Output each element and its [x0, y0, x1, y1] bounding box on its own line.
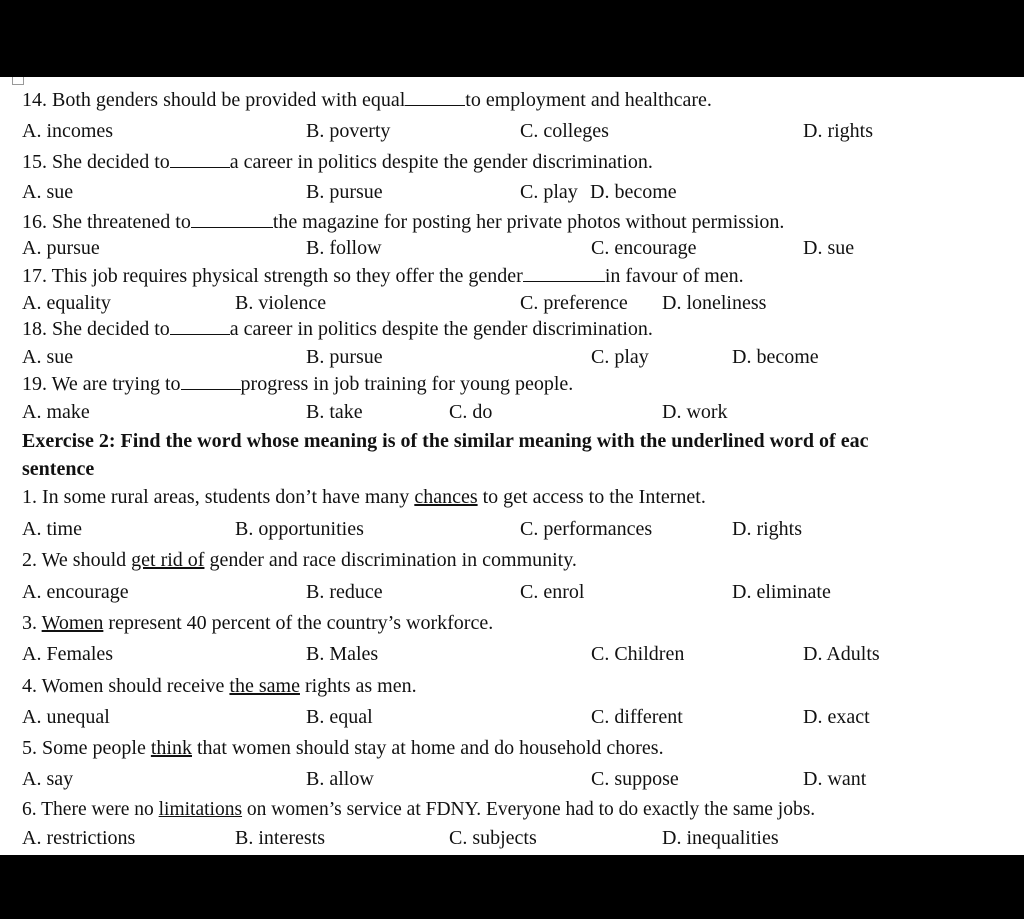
option-b: B. pursue	[306, 181, 383, 203]
option-d: D. rights	[803, 120, 873, 142]
option-a: A. unequal	[22, 706, 110, 728]
question-18	[22, 317, 653, 341]
ex2-question-1	[22, 485, 706, 509]
question-text: 19. We are trying to	[22, 373, 181, 395]
option-a: A. incomes	[22, 120, 114, 142]
option-a: A. sue	[22, 181, 74, 203]
option-d: D. eliminate	[732, 581, 831, 603]
document-page	[0, 77, 1024, 855]
exercise-heading: Exercise 2: Find the word whose meaning is of the similar meaning with the underlined word of eac	[22, 430, 869, 452]
answer-blank	[191, 211, 273, 228]
option-d: D. want	[803, 768, 867, 790]
question-text: 14. Both genders should be provided with equal	[22, 89, 406, 111]
question-text: 16. She threatened to	[22, 211, 191, 233]
question-text: 1. In some rural areas, students don’t have many	[22, 486, 415, 508]
question-text-end: in favour of men.	[604, 265, 744, 287]
option-c: C. performances	[520, 518, 653, 540]
option-c: C. play	[591, 346, 649, 368]
option-c: C. encourage	[591, 237, 697, 259]
option-d: D. work	[662, 401, 728, 423]
option-d: D. loneliness	[662, 292, 767, 314]
question-text-end: a career in politics despite the gender discrimination.	[229, 151, 653, 173]
option-c: C. Children	[591, 643, 685, 665]
question-text: 6. There were no	[22, 799, 159, 820]
question-text-end: that women should stay at home and do household chores.	[192, 737, 664, 759]
question-text-end: represent 40 percent of the country’s workforce.	[103, 612, 494, 634]
underlined-word: limitations	[158, 799, 243, 820]
option-c: C. subjects	[449, 827, 537, 849]
option-b: B. poverty	[306, 120, 391, 142]
question-text-end: the magazine for posting her private photos without permission.	[272, 211, 785, 233]
option-b: B. violence	[235, 292, 327, 314]
option-a: A. Females	[22, 643, 114, 665]
option-c: C. colleges	[520, 120, 609, 142]
ex2-question-3	[22, 611, 493, 635]
question-text: 18. She decided to	[22, 318, 170, 340]
option-a: A. sue	[22, 346, 74, 368]
option-b: B. take	[306, 401, 363, 423]
option-c: C. suppose	[591, 768, 679, 790]
option-d: D. become	[590, 181, 677, 203]
underlined-word: think	[150, 737, 192, 759]
underlined-word: chances	[414, 486, 478, 508]
question-text: 4. Women should receive	[22, 675, 230, 697]
underlined-word: the same	[229, 675, 300, 697]
question-text: 15. She decided to	[22, 151, 170, 173]
option-a: A. make	[22, 401, 90, 423]
option-a: A. pursue	[22, 237, 100, 259]
question-19	[22, 372, 573, 396]
question-text-end: on women’s service at FDNY. Everyone had to do exactly the same jobs.	[242, 799, 816, 820]
option-c: C. do	[449, 401, 493, 423]
answer-blank	[170, 318, 230, 335]
option-d: D. become	[732, 346, 819, 368]
question-14	[22, 88, 712, 112]
option-d: D. Adults	[803, 643, 880, 665]
option-d: D. inequalities	[662, 827, 779, 849]
option-a: A. say	[22, 768, 74, 790]
option-d: D. rights	[732, 518, 802, 540]
option-a: A. equality	[22, 292, 111, 314]
exercise-heading-continued: sentence	[22, 458, 95, 480]
answer-blank	[405, 89, 465, 106]
option-b: B. pursue	[306, 346, 383, 368]
question-text-end: progress in job training for young people.	[240, 373, 574, 395]
option-d: D. sue	[803, 237, 855, 259]
option-c: C. play	[520, 181, 578, 203]
option-a: A. time	[22, 518, 82, 540]
option-d: D. exact	[803, 706, 870, 728]
question-text: 17. This job requires physical strength so they offer the gender	[22, 265, 523, 287]
question-text-end: a career in politics despite the gender discrimination.	[229, 318, 653, 340]
option-b: B. allow	[306, 768, 374, 790]
option-c: C. preference	[520, 292, 628, 314]
ex2-question-5	[22, 736, 664, 760]
question-text-end: rights as men.	[299, 675, 417, 697]
option-c: C. enrol	[520, 581, 585, 603]
answer-blank	[170, 151, 230, 168]
question-17	[22, 264, 744, 288]
question-15	[22, 150, 653, 174]
option-b: B. equal	[306, 706, 373, 728]
question-text: 5. Some people	[22, 737, 151, 759]
underlined-word: get rid of	[131, 549, 205, 571]
ex2-question-2	[22, 548, 577, 572]
question-text-end: to get access to the Internet.	[477, 486, 706, 508]
ex2-question-6	[22, 798, 815, 822]
option-a: A. restrictions	[22, 827, 136, 849]
option-b: B. reduce	[306, 581, 383, 603]
underlined-word: Women	[41, 612, 104, 634]
question-text: 3.	[22, 612, 42, 634]
question-text-end: to employment and healthcare.	[465, 89, 712, 111]
answer-blank	[523, 265, 605, 282]
option-a: A. encourage	[22, 581, 129, 603]
option-b: B. opportunities	[235, 518, 364, 540]
question-text: 2. We should	[22, 549, 132, 571]
answer-blank	[181, 373, 241, 390]
question-text-end: gender and race discrimination in community.	[204, 549, 577, 571]
ex2-question-4	[22, 674, 417, 698]
corner-mark	[12, 77, 24, 85]
option-b: B. follow	[306, 237, 382, 259]
question-16	[22, 210, 784, 234]
option-b: B. interests	[235, 827, 325, 849]
option-c: C. different	[591, 706, 683, 728]
option-b: B. Males	[306, 643, 379, 665]
